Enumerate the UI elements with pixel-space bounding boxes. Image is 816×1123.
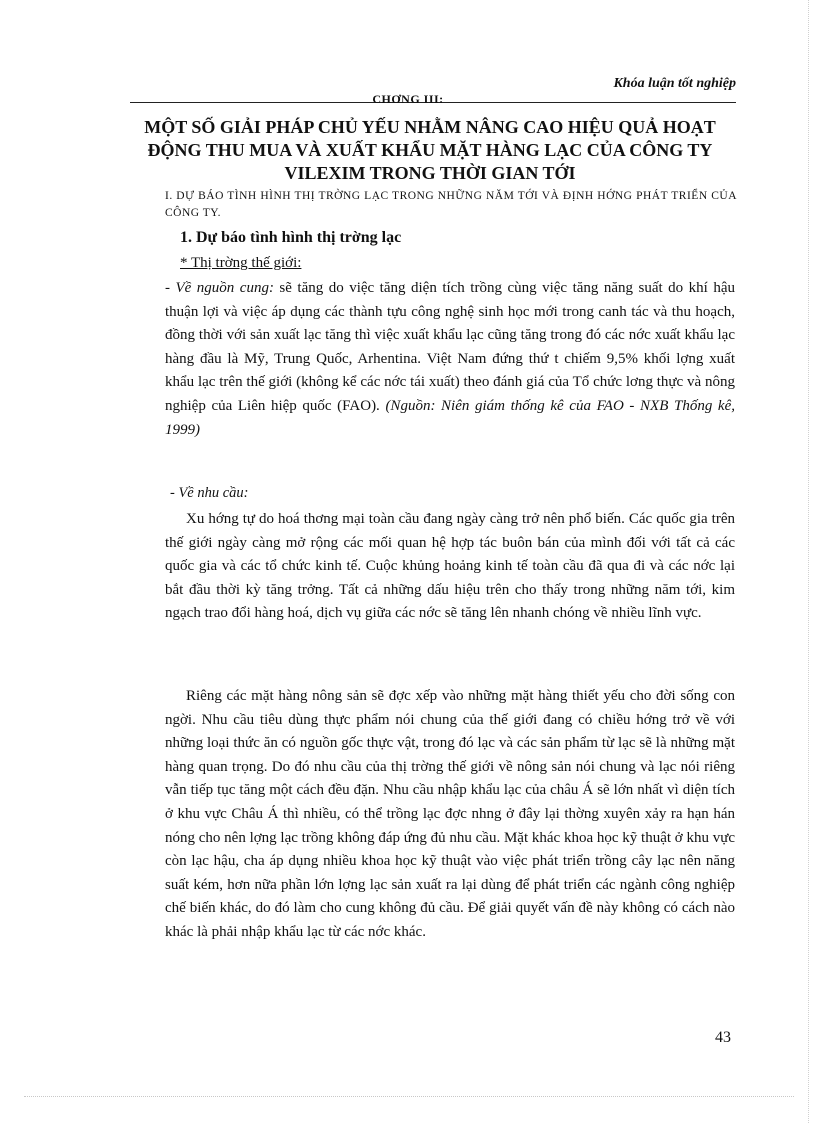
supply-text: sẽ tăng do việc tăng diện tích trồng cùng việc tăng năng suất do khí hậu thuận lợi và việc áp dụng các thành tựu công nghệ sinh học mới trong canh tác và thu hoạch, đồng thời với sản xuất lạc tăng thì việc xuất khẩu lạc cũng tăng trong đó các nớc xuất khẩu lạc hàng đầu là Mỹ, Trung Quốc, Arhentina. Việt Nam đứng thứ t chiếm 9,5% khối lợng xuất khẩu lạc trên thế giới (không kể các nớc tái xuất) theo đánh giá của Tổ chức lơng thực và nông nghiệp của Liên hiệp quốc (FAO).: [165, 280, 735, 414]
section-heading: I. DỰ BÁO TÌNH HÌNH THỊ TRỜNG LẠC TRONG NHỮNG NĂM TỚI VÀ ĐỊNH HỚNG PHÁT TRIỂN CỦA CÔNG TY.: [165, 190, 737, 219]
page-number: 43: [715, 1029, 731, 1046]
supply-lead: - Về nguồn cung:: [165, 280, 274, 296]
title-line-2: ĐỘNG THU MUA VÀ XUẤT KHẨU MẶT HÀNG LẠC CỦA CÔNG TY: [147, 140, 713, 160]
supply-paragraph: [165, 277, 735, 442]
header-title: Khóa luận tốt nghiệp: [613, 76, 736, 91]
market-label: * Thị trờng thế giới:: [180, 255, 302, 271]
chapter-label: CHƠNG III:: [372, 92, 444, 106]
title-line-1: MỘT SỐ GIẢI PHÁP CHỦ YẾU NHẰM NÂNG CAO HIỆU QUẢ HOẠT: [144, 117, 716, 137]
chapter-title: [110, 116, 750, 185]
supply-source: (Nguồn: Niên giám thống kê của FAO - NXB Thống kê, 1999): [165, 397, 735, 438]
title-line-3: VILEXIM TRONG THỜI GIAN TỚI: [284, 163, 576, 183]
subsection-heading: 1. Dự báo tình hình thị trờng lạc: [180, 229, 402, 246]
footer-divider: [24, 1096, 794, 1097]
page-edge-divider: [808, 0, 809, 1123]
demand-label: - Về nhu cầu:: [170, 485, 249, 501]
paragraph-3: Riêng các mặt hàng nông sản sẽ đợc xếp vào những mặt hàng thiết yếu cho đời sống con ngời. Nhu cầu tiêu dùng thực phẩm nói chung của thế giới đang có chiều hớng trở về với những loại thức ăn có nguồn gốc thực vật, trong đó lạc và các sản phẩm từ lạc sẽ là những mặt hàng quan trọng. Do đó nhu cầu của thị trờng thế giới về nông sản nói chung và lạc nói riêng vẫn tiếp tục tăng một cách đều đặn. Nhu cầu nhập khẩu lạc của châu Á sẽ lớn nhất vì diện tích ở khu vực Châu Á thì nhiều, có thể trồng lạc đợc nhng ở đây lại thờng xuyên xảy ra hạn hán nóng cho nên lợng lạc trồng không đáp ứng đủ nhu cầu. Mặt khác khoa học kỹ thuật ở khu vực còn lạc hậu, cha áp dụng nhiều khoa học kỹ thuật vào việc phát triển trồng cây lạc nên năng suất kém, hơn nữa phần lớn lợng lạc sản xuất ra lại dùng để phát triển các ngành công nghiệp chế biến khác, do đó làm cho cung không đủ cầu. Để giải quyết vấn đề này không có cách nào khác là phải nhập khẩu lạc từ các nớc khác.: [165, 688, 735, 940]
paragraph-2: Xu hớng tự do hoá thơng mại toàn cầu đang ngày càng trở nên phổ biến. Các quốc gia trên thế giới ngày càng mở rộng các mối quan hệ hợp tác buôn bán của mình đối với tất cả các quốc gia và các tổ chức kinh tế. Cuộc khủng hoảng kinh tế toàn cầu đã qua đi và các nớc lại bắt đầu thời kỳ tăng trởng. Tất cả những dấu hiệu trên cho thấy trong những năm tới, kim ngạch trao đổi hàng hoá, dịch vụ giữa các nớc sẽ tăng lên nhanh chóng về nhiều lĩnh vực.: [165, 511, 735, 622]
